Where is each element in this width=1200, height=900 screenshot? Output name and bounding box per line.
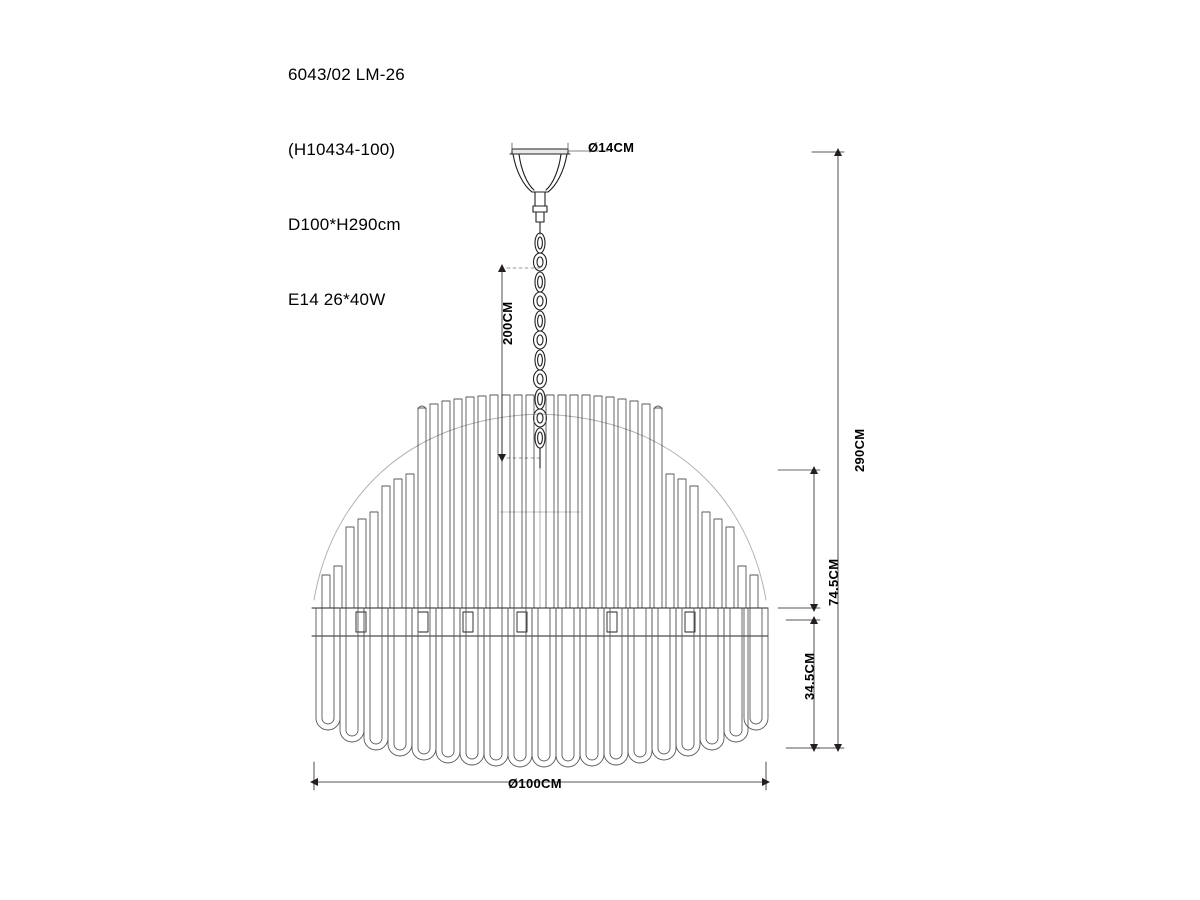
label-body-height: 74.5CM (826, 558, 841, 606)
label-total-height: 290CM (852, 428, 867, 472)
label-chain-drop: 200CM (500, 301, 515, 345)
spec-line-size: D100*H290cm (288, 215, 401, 234)
lamp-holders (356, 612, 695, 632)
spec-line-bulb: E14 26*40W (288, 290, 386, 309)
label-overall-diameter: Ø100CM (508, 776, 562, 791)
lower-u-tubes (316, 608, 768, 767)
label-canopy-diameter: Ø14CM (588, 140, 635, 155)
canopy-assembly (510, 149, 570, 222)
spec-line-code: (H10434-100) (288, 140, 396, 159)
spec-line-model: 6043/02 LM-26 (288, 65, 405, 84)
label-lower-tier-height: 34.5CM (802, 652, 817, 700)
dim-body-height (778, 466, 820, 612)
chain (534, 222, 547, 468)
dimension-lines (310, 148, 844, 790)
